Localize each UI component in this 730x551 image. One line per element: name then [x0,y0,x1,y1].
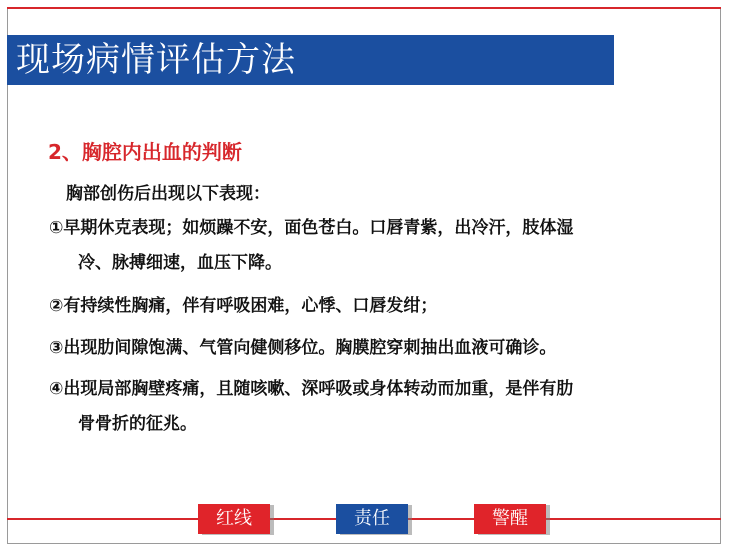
list-item-line: ①早期休克表现；如烦躁不安，面色苍白。口唇青紫，出冷汗，肢体湿 [49,218,574,238]
redline-button[interactable]: 红线 [198,504,270,534]
responsibility-button[interactable]: 责任 [336,504,408,534]
alert-button[interactable]: 警醒 [474,504,546,534]
list-item-line: ④出现局部胸壁疼痛，且随咳嗽、深呼吸或身体转动而加重，是伴有肋 [49,379,574,399]
list-item-line: 冷、脉搏细速，血压下降。 [78,253,282,273]
top-divider [7,7,721,9]
list-item [49,289,689,324]
list-item [49,211,689,281]
list-item-line: 骨骨折的征兆。 [78,414,197,434]
list-item-line: ②有持续性胸痛，伴有呼吸困难，心悸、口唇发绀； [49,296,438,316]
list-item-line: ③出现肋间隙饱满、气管向健侧移位。胸膜腔穿刺抽出血液可确诊。 [49,338,557,358]
section-heading: 2、胸腔内出血的判断 [48,140,242,164]
intro-text: 胸部创伤后出现以下表现： [66,184,270,204]
slide-title: 现场病情评估方法 [16,40,296,80]
list-item [49,331,689,366]
list-item [49,372,689,442]
